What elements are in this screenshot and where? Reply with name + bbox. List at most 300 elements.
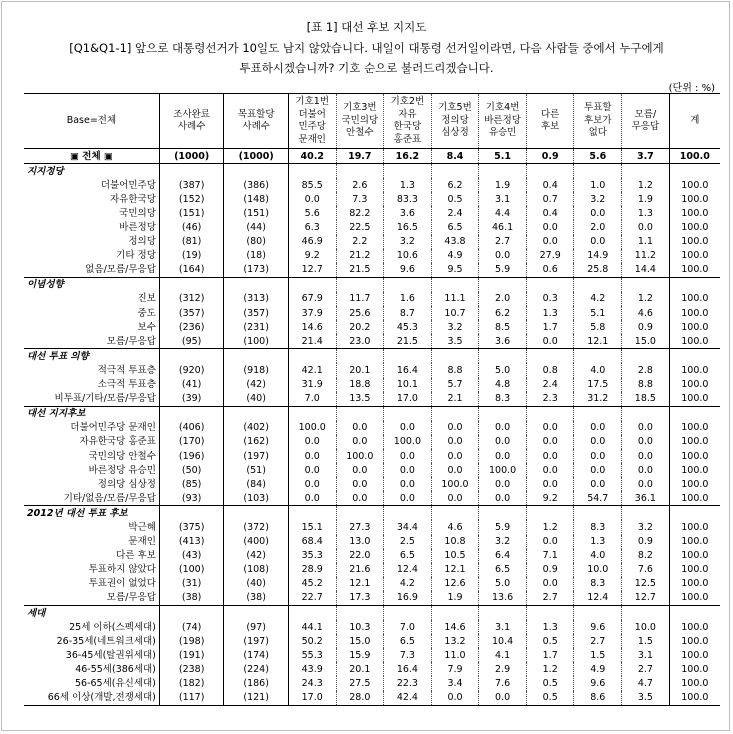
value-cell: 16.4 <box>384 662 432 676</box>
row-label: 바른정당 <box>119 222 156 234</box>
table-row <box>24 178 720 192</box>
value-cell: 15.0 <box>336 634 384 648</box>
value-cell: 3.5 <box>431 334 479 349</box>
value-cell: 22.0 <box>336 549 384 563</box>
value-cell: 100.0 <box>669 577 720 591</box>
value-cell: 9.6 <box>574 676 622 690</box>
target-count: (38) <box>224 591 289 606</box>
row-label: 정의당 심상정 <box>97 478 156 490</box>
value-cell: 8.6 <box>574 691 622 706</box>
value-cell: 5.0 <box>479 577 527 591</box>
target-count: (1000) <box>224 149 289 164</box>
table-title: [표 1] 대선 후보 지지도 <box>306 20 427 34</box>
table-row <box>24 577 720 591</box>
completed-count: (238) <box>159 662 224 676</box>
value-cell: 12.4 <box>574 591 622 606</box>
table-row <box>24 320 720 334</box>
value-cell: 0.0 <box>336 435 384 449</box>
value-cell: 5.7 <box>431 378 479 392</box>
value-cell: 13.5 <box>336 392 384 407</box>
empty-cell <box>526 606 574 621</box>
section-title: 세대 <box>24 606 159 621</box>
empty-cell <box>431 349 479 364</box>
value-cell: 3.5 <box>622 691 670 706</box>
value-cell: 6.4 <box>479 549 527 563</box>
value-cell: 2.4 <box>526 378 574 392</box>
value-cell: 10.5 <box>431 549 479 563</box>
value-cell: 20.1 <box>336 662 384 676</box>
value-cell: 0.9 <box>622 535 670 549</box>
empty-cell <box>288 406 336 421</box>
section-header-row <box>24 349 720 364</box>
value-cell: 8.2 <box>622 549 670 563</box>
section-title: 대선 지지후보 <box>24 406 159 421</box>
value-cell: 0.0 <box>288 435 336 449</box>
empty-cell <box>159 606 224 621</box>
value-cell: 68.4 <box>288 535 336 549</box>
row-label: 국민의당 <box>119 207 156 219</box>
empty-cell <box>669 164 720 179</box>
value-cell: 18.5 <box>622 392 670 407</box>
value-cell: 0.4 <box>526 178 574 192</box>
row-label: ▣ 전체 ▣ <box>69 150 113 162</box>
header-cell: 기호2번 자유 한국당 홍준표 <box>384 94 432 149</box>
value-cell: 0.0 <box>526 463 574 477</box>
value-cell: 0.0 <box>431 421 479 435</box>
value-cell: 4.8 <box>479 378 527 392</box>
value-cell: 5.8 <box>574 320 622 334</box>
value-cell: 2.5 <box>384 535 432 549</box>
empty-cell <box>224 506 289 521</box>
empty-cell <box>479 406 527 421</box>
completed-count: (43) <box>159 549 224 563</box>
value-cell: 17.0 <box>288 691 336 706</box>
value-cell: 100.0 <box>336 449 384 463</box>
value-cell: 100.0 <box>479 463 527 477</box>
table-row <box>24 620 720 634</box>
value-cell: 7.3 <box>384 648 432 662</box>
value-cell: 31.2 <box>574 392 622 407</box>
value-cell: 100.0 <box>669 563 720 577</box>
value-cell: 9.6 <box>384 263 432 278</box>
value-cell: 0.0 <box>479 449 527 463</box>
value-cell: 23.0 <box>336 334 384 349</box>
target-count: (197) <box>224 449 289 463</box>
empty-cell <box>574 506 622 521</box>
empty-cell <box>336 349 384 364</box>
empty-cell <box>669 606 720 621</box>
value-cell: 31.9 <box>288 378 336 392</box>
completed-count: (164) <box>159 263 224 278</box>
completed-count: (152) <box>159 192 224 206</box>
section-header-row <box>24 277 720 292</box>
support-table <box>24 93 720 706</box>
empty-cell <box>384 406 432 421</box>
completed-count: (312) <box>159 292 224 306</box>
value-cell: 1.3 <box>526 620 574 634</box>
section-title: 2012년 대선 투표 후보 <box>24 506 159 521</box>
value-cell: 28.0 <box>336 691 384 706</box>
empty-cell <box>336 277 384 292</box>
value-cell: 15.1 <box>288 520 336 534</box>
value-cell: 12.7 <box>288 263 336 278</box>
value-cell: 2.7 <box>574 634 622 648</box>
value-cell: 6.5 <box>384 549 432 563</box>
target-count: (372) <box>224 520 289 534</box>
value-cell: 15.0 <box>622 334 670 349</box>
empty-cell <box>526 406 574 421</box>
value-cell: 1.2 <box>526 520 574 534</box>
value-cell: 17.3 <box>336 591 384 606</box>
target-count: (386) <box>224 178 289 192</box>
empty-cell <box>622 349 670 364</box>
value-cell: 1.9 <box>479 178 527 192</box>
value-cell: 1.0 <box>574 178 622 192</box>
target-count: (18) <box>224 249 289 263</box>
value-cell: 100.0 <box>669 477 720 491</box>
value-cell: 2.1 <box>431 392 479 407</box>
value-cell: 12.7 <box>622 591 670 606</box>
target-count: (121) <box>224 691 289 706</box>
value-cell: 0.0 <box>288 477 336 491</box>
value-cell: 0.7 <box>526 192 574 206</box>
completed-count: (920) <box>159 363 224 377</box>
value-cell: 22.5 <box>336 220 384 234</box>
completed-count: (85) <box>159 477 224 491</box>
value-cell: 0.0 <box>431 691 479 706</box>
value-cell: 3.2 <box>574 192 622 206</box>
value-cell: 25.8 <box>574 263 622 278</box>
value-cell: 100.0 <box>669 378 720 392</box>
empty-cell <box>622 164 670 179</box>
value-cell: 2.4 <box>431 206 479 220</box>
completed-count: (93) <box>159 491 224 506</box>
value-cell: 28.9 <box>288 563 336 577</box>
table-row <box>24 249 720 263</box>
completed-count: (117) <box>159 691 224 706</box>
value-cell: 0.0 <box>431 463 479 477</box>
value-cell: 9.2 <box>288 249 336 263</box>
value-cell: 100.0 <box>669 634 720 648</box>
value-cell: 7.6 <box>622 563 670 577</box>
value-cell: 0.0 <box>479 421 527 435</box>
value-cell: 8.5 <box>479 320 527 334</box>
target-count: (40) <box>224 392 289 407</box>
empty-cell <box>384 164 432 179</box>
value-cell: 54.7 <box>574 491 622 506</box>
table-row <box>24 477 720 491</box>
value-cell: 100.0 <box>669 392 720 407</box>
value-cell: 100.0 <box>669 306 720 320</box>
empty-cell <box>224 349 289 364</box>
value-cell: 0.8 <box>526 363 574 377</box>
value-cell: 0.0 <box>526 477 574 491</box>
value-cell: 100.0 <box>669 263 720 278</box>
empty-cell <box>574 406 622 421</box>
empty-cell <box>669 349 720 364</box>
value-cell: 4.1 <box>479 648 527 662</box>
value-cell: 4.0 <box>574 363 622 377</box>
value-cell: 27.3 <box>336 520 384 534</box>
completed-count: (198) <box>159 634 224 648</box>
empty-cell <box>288 164 336 179</box>
value-cell: 1.3 <box>622 206 670 220</box>
row-label: 25세 이하(스펙세대) <box>69 621 156 633</box>
completed-count: (46) <box>159 220 224 234</box>
target-count: (173) <box>224 263 289 278</box>
value-cell: 8.7 <box>384 306 432 320</box>
empty-cell <box>526 349 574 364</box>
target-count: (162) <box>224 435 289 449</box>
completed-count: (50) <box>159 463 224 477</box>
value-cell: 8.8 <box>622 378 670 392</box>
value-cell: 7.6 <box>479 676 527 690</box>
completed-count: (191) <box>159 648 224 662</box>
value-cell: 1.9 <box>431 591 479 606</box>
value-cell: 3.4 <box>431 676 479 690</box>
value-cell: 10.0 <box>622 620 670 634</box>
value-cell: 0.0 <box>526 421 574 435</box>
completed-count: (387) <box>159 178 224 192</box>
table-row <box>24 535 720 549</box>
completed-count: (41) <box>159 378 224 392</box>
value-cell: 100.0 <box>669 648 720 662</box>
empty-cell <box>288 349 336 364</box>
value-cell: 14.4 <box>622 263 670 278</box>
target-count: (224) <box>224 662 289 676</box>
value-cell: 1.6 <box>384 292 432 306</box>
empty-cell <box>431 606 479 621</box>
empty-cell <box>288 606 336 621</box>
value-cell: 8.3 <box>574 520 622 534</box>
row-label: 없음/모름/무응답 <box>85 264 156 276</box>
value-cell: 0.4 <box>526 206 574 220</box>
value-cell: 100.0 <box>669 676 720 690</box>
completed-count: (100) <box>159 563 224 577</box>
table-row <box>24 192 720 206</box>
table-row <box>24 549 720 563</box>
value-cell: 10.3 <box>336 620 384 634</box>
value-cell: 1.7 <box>526 320 574 334</box>
value-cell: 19.7 <box>336 149 384 164</box>
completed-count: (406) <box>159 421 224 435</box>
table-row <box>24 378 720 392</box>
value-cell: 9.6 <box>574 620 622 634</box>
value-cell: 100.0 <box>431 477 479 491</box>
value-cell: 11.0 <box>431 648 479 662</box>
table-row <box>24 676 720 690</box>
value-cell: 0.0 <box>622 463 670 477</box>
value-cell: 12.1 <box>336 577 384 591</box>
value-cell: 12.1 <box>574 334 622 349</box>
value-cell: 0.0 <box>384 477 432 491</box>
target-count: (42) <box>224 549 289 563</box>
value-cell: 82.2 <box>336 206 384 220</box>
unit-note: (단위 : %) <box>668 83 715 94</box>
target-count: (400) <box>224 535 289 549</box>
row-label: 36-45세(탈권위세대) <box>65 649 156 661</box>
value-cell: 12.5 <box>622 577 670 591</box>
target-count: (108) <box>224 563 289 577</box>
empty-cell <box>574 164 622 179</box>
empty-cell <box>622 606 670 621</box>
value-cell: 0.0 <box>384 449 432 463</box>
empty-cell <box>159 506 224 521</box>
row-label: 66세 이상(개발,전쟁세대) <box>24 691 159 706</box>
table-row <box>24 520 720 534</box>
value-cell: 27.9 <box>526 249 574 263</box>
value-cell: 16.5 <box>384 220 432 234</box>
target-count: (44) <box>224 220 289 234</box>
value-cell: 0.0 <box>622 477 670 491</box>
value-cell: 0.0 <box>622 449 670 463</box>
empty-cell <box>431 277 479 292</box>
row-label: 바른정당 유승민 <box>88 464 156 476</box>
value-cell: 24.3 <box>288 676 336 690</box>
target-count: (42) <box>224 378 289 392</box>
header-cell: 조사완료 사례수 <box>159 94 224 149</box>
value-cell: 4.2 <box>574 292 622 306</box>
value-cell: 0.9 <box>526 563 574 577</box>
empty-cell <box>159 349 224 364</box>
empty-cell <box>159 277 224 292</box>
value-cell: 100.0 <box>669 192 720 206</box>
target-count: (197) <box>224 634 289 648</box>
value-cell: 3.2 <box>384 235 432 249</box>
value-cell: 12.6 <box>431 577 479 591</box>
value-cell: 0.0 <box>336 463 384 477</box>
value-cell: 8.8 <box>431 363 479 377</box>
value-cell: 42.1 <box>288 363 336 377</box>
empty-cell <box>622 406 670 421</box>
value-cell: 1.3 <box>574 535 622 549</box>
value-cell: 0.5 <box>526 691 574 706</box>
question-line-1: [Q1&Q1-1] 앞으로 대통령선거가 10일도 남지 않았습니다. 내일이 대통령 선거일이라면, 다음 사람들 중에서 누구에게 <box>69 41 664 55</box>
row-label: 56-65세(유신세대) <box>74 678 156 690</box>
value-cell: 0.5 <box>526 676 574 690</box>
value-cell: 15.9 <box>336 648 384 662</box>
value-cell: 4.4 <box>479 206 527 220</box>
value-cell: 2.7 <box>526 591 574 606</box>
header-cell: 기호1번 더불어 민주당 문재인 <box>288 94 336 149</box>
value-cell: 0.0 <box>288 463 336 477</box>
value-cell: 4.2 <box>384 577 432 591</box>
value-cell: 6.5 <box>431 220 479 234</box>
value-cell: 0.0 <box>288 449 336 463</box>
empty-cell <box>288 506 336 521</box>
value-cell: 20.2 <box>336 320 384 334</box>
empty-cell <box>288 277 336 292</box>
table-row <box>24 363 720 377</box>
empty-cell <box>574 349 622 364</box>
table-row <box>24 449 720 463</box>
value-cell: 100.0 <box>669 591 720 606</box>
value-cell: 100.0 <box>384 435 432 449</box>
header-cell: 기호5번 정의당 심상정 <box>431 94 479 149</box>
row-label: 모름/무응답 <box>106 335 156 347</box>
completed-count: (170) <box>159 435 224 449</box>
row-label: 기타 정당 <box>116 250 156 262</box>
value-cell: 8.3 <box>479 392 527 407</box>
header-row <box>24 94 720 149</box>
row-label: 자유한국당 홍준표 <box>79 436 156 448</box>
target-count: (148) <box>224 192 289 206</box>
empty-cell <box>336 406 384 421</box>
value-cell: 55.3 <box>288 648 336 662</box>
value-cell: 5.1 <box>574 306 622 320</box>
table-row <box>24 591 720 606</box>
empty-cell <box>384 506 432 521</box>
value-cell: 11.2 <box>622 249 670 263</box>
target-count: (84) <box>224 477 289 491</box>
value-cell: 8.4 <box>431 149 479 164</box>
value-cell: 36.1 <box>622 491 670 506</box>
value-cell: 100.0 <box>669 334 720 349</box>
header-cell: Base=전체 <box>24 94 159 149</box>
value-cell: 0.0 <box>574 477 622 491</box>
empty-cell <box>669 277 720 292</box>
value-cell: 10.6 <box>384 249 432 263</box>
target-count: (313) <box>224 292 289 306</box>
value-cell: 9.5 <box>431 263 479 278</box>
completed-count: (31) <box>159 577 224 591</box>
value-cell: 6.3 <box>288 220 336 234</box>
value-cell: 4.6 <box>431 520 479 534</box>
value-cell: 6.2 <box>431 178 479 192</box>
header-cell: 기호3번 국민의당 안철수 <box>336 94 384 149</box>
value-cell: 0.0 <box>526 535 574 549</box>
row-label: 더불어민주당 <box>100 179 156 191</box>
value-cell: 0.0 <box>431 435 479 449</box>
value-cell: 10.4 <box>479 634 527 648</box>
section-title: 지지정당 <box>24 164 159 179</box>
value-cell: 2.0 <box>479 292 527 306</box>
value-cell: 7.3 <box>336 192 384 206</box>
value-cell: 3.1 <box>479 192 527 206</box>
value-cell: 1.3 <box>526 306 574 320</box>
value-cell: 2.7 <box>622 662 670 676</box>
value-cell: 100.0 <box>669 691 720 706</box>
value-cell: 0.0 <box>622 421 670 435</box>
value-cell: 0.9 <box>622 320 670 334</box>
value-cell: 0.0 <box>288 192 336 206</box>
value-cell: 0.0 <box>288 491 336 506</box>
value-cell: 100.0 <box>669 292 720 306</box>
row-label: 46-55세(386세대) <box>75 663 156 675</box>
value-cell: 50.2 <box>288 634 336 648</box>
value-cell: 100.0 <box>669 449 720 463</box>
empty-cell <box>384 349 432 364</box>
row-label: 국민의당 안철수 <box>88 450 156 462</box>
header-cell: 모름/ 무응답 <box>622 94 670 149</box>
value-cell: 1.2 <box>526 662 574 676</box>
target-count: (231) <box>224 320 289 334</box>
value-cell: 0.9 <box>526 149 574 164</box>
table-row <box>24 206 720 220</box>
header-cell: 계 <box>669 94 720 149</box>
value-cell: 7.1 <box>526 549 574 563</box>
value-cell: 100.0 <box>669 235 720 249</box>
completed-count: (1000) <box>159 149 224 164</box>
value-cell: 2.8 <box>622 363 670 377</box>
row-label: 기타/없음/모름/무응답 <box>63 492 156 504</box>
row-label: 소극적 투표층 <box>97 379 156 391</box>
value-cell: 100.0 <box>669 149 720 164</box>
row-label: 보수 <box>137 321 156 333</box>
completed-count: (196) <box>159 449 224 463</box>
value-cell: 10.7 <box>431 306 479 320</box>
value-cell: 0.0 <box>336 491 384 506</box>
